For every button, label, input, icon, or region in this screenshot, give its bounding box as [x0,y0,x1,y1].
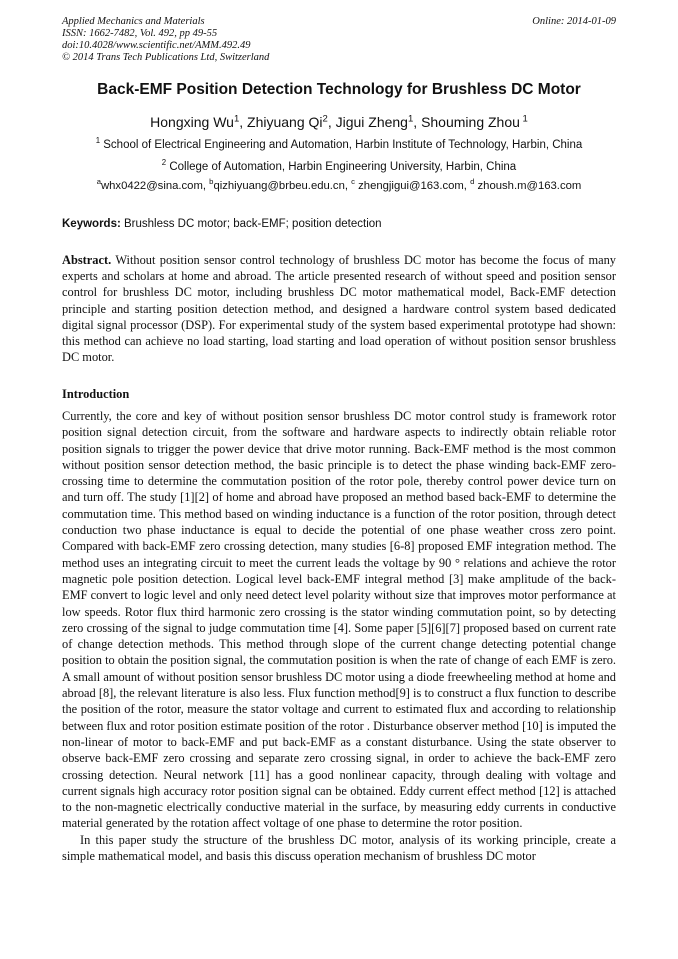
affiliation-1 [62,136,616,151]
online-date: Online: 2014-01-09 [532,16,616,27]
keywords-text: Brushless DC motor; back-EMF; position detection [120,218,382,230]
email-list [62,177,616,192]
introduction-body [62,408,616,864]
abstract [62,252,616,365]
author-name: Shouming Zhou [421,114,520,130]
affiliation-text: College of Automation, Harbin Engineering University, Harbin, China [166,161,517,173]
affiliation-text: School of Electrical Engineering and Automation, Harbin Institute of Technology, Harbin, China [100,139,583,151]
email-address: qizhiyuang@brbeu.edu.cn, [213,180,352,192]
paper-title: Back-EMF Position Detection Technology for Brushless DC Motor [97,81,581,98]
doi-line: doi:10.4028/www.scientific.net/AMM.492.49 [62,40,251,51]
email-mark: d [470,177,475,187]
author-name: Jigui Zheng [335,114,408,130]
author-name: Zhiyuang Qi [247,114,323,130]
affiliation-mark: 1 [95,136,101,146]
publication-header [62,16,616,64]
abstract-text: Without position sensor control technology of brushless DC motor has become the focus of many experts and scholars at home and abroad. The article presented research of without speed and position sensor control for brushless DC motor, including brushless DC motor mathematical model, Back-EMF detection principle and starting position detection method, and designed a hardware control system based dedicated digital signal processor (DSP). For experimental study of the system based experimental prototype had shown: this method can achieve no load starting, load starting and load operation of without position sensor brushless DC motor. [62,253,616,365]
author-name: Hongxing Wu [150,114,234,130]
email-address: zhoush.m@163.com [474,180,582,192]
author-affiliation-mark: 1 [519,113,528,125]
email-mark: a [96,177,101,187]
author-separator: , [327,114,336,130]
email-mark: b [209,177,214,187]
issn-line: ISSN: 1662-7482, Vol. 492, pp 49-55 [62,28,218,39]
author-separator: , [413,114,422,130]
email-address: zhengjigui@163.com, [355,180,471,192]
section-heading-introduction: Introduction [62,387,130,401]
journal-name: Applied Mechanics and Materials [62,16,205,27]
affiliation-2 [62,158,616,173]
body-paragraph: Currently, the core and key of without position sensor brushless DC motor control study is framework rotor position signal detection circuit, from the software and hardware aspects to indirectly obtain reliable rotor position signals to trigger the power device that drive motor running. Back-EMF method is the most common without position sensor detection method, the basic principle is to detect the phase winding back-EMF zero-crossing time to determine the commutation position of the rotor pole, thereby control power device turn on and turn off. The study [1][2] of home and abroad have proposed an method based back-EMF to determine the commutation time. This method based on winding inductance is a function of the rotor position, through detect conduction two phase inductance is equal to decide the potential of one phase weather cross zero point. Compared with back-EMF zero crossing detection, many studies [6-8] proposed EMF integration method. The method uses an integrating circuit to meet the current leads the voltage by 90 ° relations and achieve the rotor magnetic pole position detection. Logical level back-EMF integral method [3] make amplitude of the back-EMF convert to logic level and only need detect level polarity without size that improves motor performance at low speeds. Rotor flux third harmonic zero crossing is the stator winding commutation point, so by detecting zero crossing of the signal to judge commutation time [4]. Some paper [5][6][7] proposed based on current rate of change detection methods. This method through slope of the current change detecting potential change position to obtain the position signal, the commutation position is when the rate of change of each EMF is zero. A small amount of without position sensor brushless DC motor using a diode freewheeling method at home and abroad [8], the relevant literature is also less. Flux function method[9] is to construct a flux function to describe the position of the rotor, measure the stator voltage and current to estimated flux and according to relationship between flux and rotor position estimate position of the rotor . Disturbance observer method [10] is imputed the non-linear of motor to back-EMF and put back-EMF as a constant disturbance. Using the state observer to observe back-EMF zero crossing and separate zero crossing signal, in order to achieve the back-EMF zero crossing detection. Neural network [11] has a good nonlinear capacity, through dealing with voltage and current signals high accuracy rotor position signal can be obtained. Eddy current effect method [12] is attached to the non-magnetic electrically conductive material in the surface, by measuring eddy currents in conductive material generated by the rotation affect voltage of one phase to determine the rotor position. [62,409,617,831]
email-mark: c [351,177,355,187]
author-affiliation-mark: 1 [233,113,240,125]
keywords-label: Keywords: [62,218,121,230]
author-affiliation-mark: 2 [322,113,328,125]
author-separator: , [239,114,248,130]
keywords [62,218,616,230]
abstract-label: Abstract. [62,253,112,267]
author-affiliation-mark: 1 [407,113,414,125]
affiliation-mark: 2 [161,158,167,168]
copyright-line: © 2014 Trans Tech Publications Ltd, Switzerland [62,52,270,63]
email-address: whx0422@sina.com, [100,180,210,192]
author-list [62,114,616,130]
body-paragraph: In this paper study the structure of the brushless DC motor, analysis of its working principle, create a simple mathematical model, and basis this discuss operation mechanism of brushless DC motor [62,832,616,864]
